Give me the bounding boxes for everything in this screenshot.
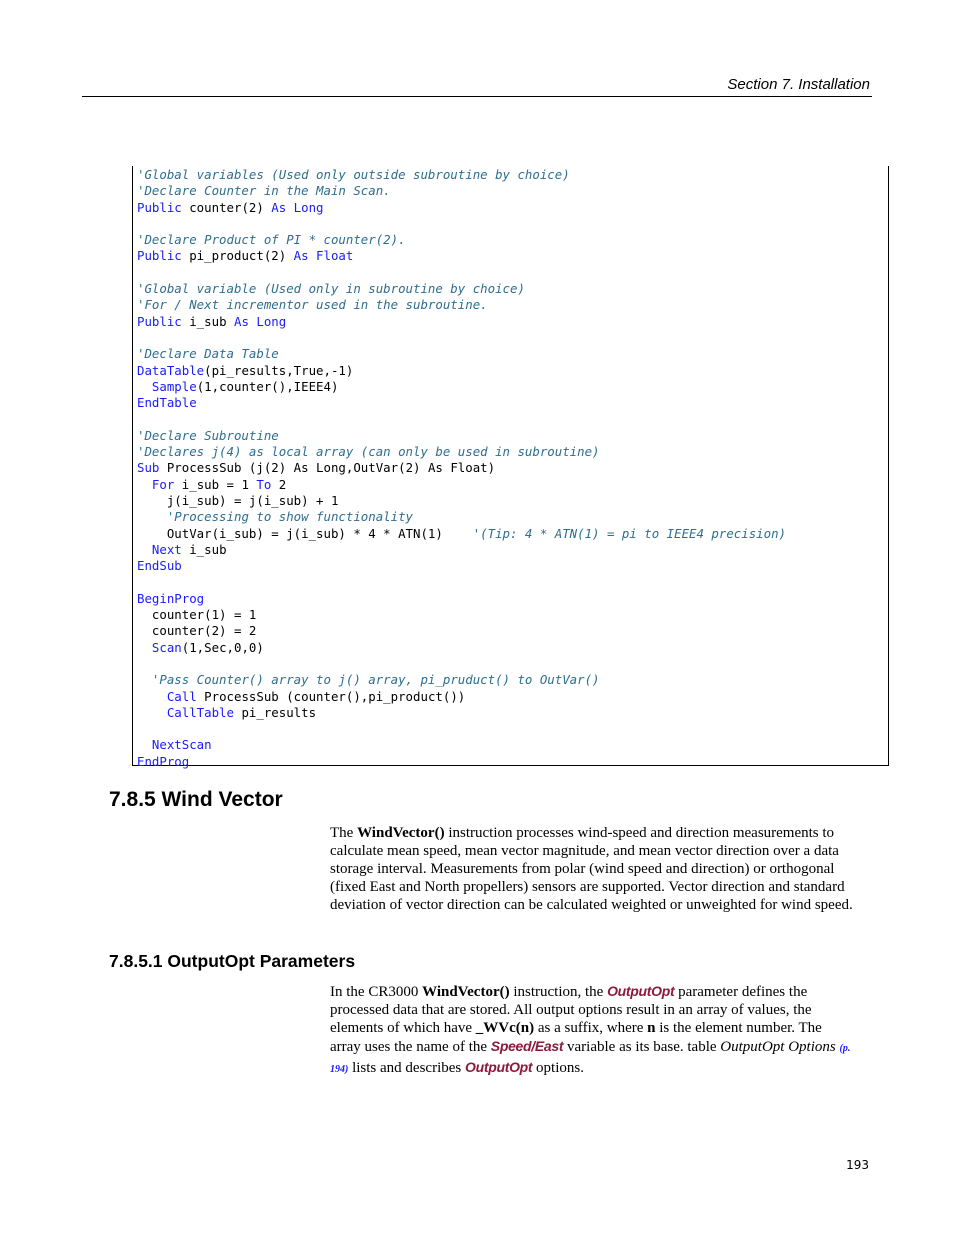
text: instruction processes wind-speed and direction measurements to calculate mean speed, mean vector magnitude, and mean vector direction over a data storage interval. Measurements from polar (wind speed and direction) or orthogonal (fixed East and North propellers) sensors are supported. Vector direction and standard deviation of vector direction can be calculated weighted or unweighted for wind speed. xyxy=(330,825,853,913)
subsection-heading: 7.8.5.1 OutputOpt Parameters xyxy=(109,951,356,971)
code-line xyxy=(137,493,786,509)
code-comment: 'Pass Counter() array to j() array, pi_pruduct() to OutVar() xyxy=(151,672,600,688)
code-line xyxy=(137,477,786,493)
code-text xyxy=(137,689,167,704)
text: instruction, the xyxy=(509,984,608,1000)
code-line xyxy=(137,379,786,395)
parameter-link-outputopt[interactable]: OutputOpt xyxy=(465,1059,533,1075)
parameter-link-speed-east[interactable]: Speed/East xyxy=(490,1038,564,1054)
element-n: n xyxy=(647,1020,656,1036)
code-comment: 'Declares j(4) as local array (can only be used in subroutine) xyxy=(137,444,600,460)
code-text: ProcessSub (counter(),pi_product()) xyxy=(196,688,466,704)
code-line xyxy=(137,591,786,607)
code-line xyxy=(137,363,786,379)
code-comment: 'Global variables (Used only outside subroutine by choice) xyxy=(137,167,570,182)
table-title: OutputOpt Options xyxy=(720,1039,836,1055)
code-keyword: NextScan xyxy=(151,737,212,753)
code-line xyxy=(137,167,786,183)
text: In the CR3000 xyxy=(330,984,423,1000)
code-line xyxy=(137,705,786,721)
running-header: Section 7. Installation xyxy=(727,76,870,93)
code-text: pi_product(2) xyxy=(181,248,294,264)
code-line xyxy=(137,444,786,460)
code-text: counter(2) xyxy=(181,199,272,215)
section-heading: 7.8.5 Wind Vector xyxy=(109,788,283,811)
text: variable as its base. table xyxy=(563,1039,721,1055)
code-text xyxy=(137,672,152,687)
code-text xyxy=(137,379,152,394)
code-text xyxy=(137,705,167,720)
code-line xyxy=(137,216,786,232)
code-text: OutVar(i_sub) = j(i_sub) * 4 * ATN(1) xyxy=(137,525,473,541)
text: parameter defines the processed data that are stored. All output options result in an array of values, the elements of which have xyxy=(330,984,812,1036)
code-comment: 'For / Next incrementor used in the subroutine. xyxy=(137,297,488,313)
code-text: i_sub = 1 xyxy=(174,476,257,492)
text: as a suffix, where xyxy=(534,1020,648,1036)
code-keyword: CallTable xyxy=(166,704,234,720)
code-comment: 'Declare Product of PI * counter(2). xyxy=(137,232,406,248)
code-keyword: Call xyxy=(166,688,197,704)
code-line xyxy=(137,314,786,330)
code-comment: 'Processing to show functionality xyxy=(166,509,414,525)
code-line xyxy=(137,640,786,656)
code-keyword: For xyxy=(151,476,175,492)
code-keyword: Public xyxy=(137,313,182,329)
code-keyword: EndSub xyxy=(137,558,182,574)
code-keyword: Public xyxy=(137,248,182,264)
code-keyword: BeginProg xyxy=(137,590,205,606)
code-line xyxy=(137,689,786,705)
code-text: counter(1) = 1 xyxy=(137,607,257,623)
code-text xyxy=(137,509,167,524)
parameter-link-outputopt[interactable]: OutputOpt xyxy=(607,983,675,999)
suffix-name: _WVc(n) xyxy=(475,1020,535,1036)
code-keyword: DataTable xyxy=(137,362,205,378)
code-keyword: Scan xyxy=(151,639,182,655)
page-number: 193 xyxy=(846,1158,869,1172)
code-line xyxy=(137,428,786,444)
code-line xyxy=(137,297,786,313)
code-line xyxy=(137,737,786,753)
code-text: i_sub xyxy=(181,313,234,329)
code-text: counter(2) = 2 xyxy=(137,623,257,639)
code-line xyxy=(137,183,786,199)
code-line xyxy=(137,200,786,216)
code-text xyxy=(137,542,152,557)
code-line xyxy=(137,265,786,281)
text: options. xyxy=(532,1060,584,1076)
code-comment: 'Global variable (Used only in subroutine by choice) xyxy=(137,281,525,297)
text: lists and describes xyxy=(348,1060,465,1076)
outputopt-paragraph xyxy=(330,982,855,1079)
code-line xyxy=(137,248,786,264)
code-line xyxy=(137,607,786,623)
code-line xyxy=(137,721,786,737)
code-text: (pi_results,True,-1) xyxy=(204,362,354,378)
code-line xyxy=(137,623,786,639)
code-keyword: As Long xyxy=(271,199,324,215)
code-comment: 'Declare Counter in the Main Scan. xyxy=(137,183,391,199)
code-comment: 'Declare Subroutine xyxy=(137,427,279,443)
code-text xyxy=(137,737,152,752)
header-rule xyxy=(82,96,872,97)
code-line xyxy=(137,509,786,525)
code-line xyxy=(137,346,786,362)
instruction-name: WindVector() xyxy=(422,984,510,1000)
code-line xyxy=(137,330,786,346)
code-text xyxy=(137,640,152,655)
code-keyword: Public xyxy=(137,199,182,215)
code-text: (1,Sec,0,0) xyxy=(181,639,264,655)
code-line xyxy=(137,460,786,476)
code-keyword: As Long xyxy=(233,313,287,329)
code-text: i_sub xyxy=(181,541,227,557)
code-keyword: To xyxy=(256,476,272,492)
code-line xyxy=(137,754,786,770)
text: is the element number. The array uses the name of the xyxy=(330,1020,822,1055)
code-text xyxy=(137,477,152,492)
code-keyword: EndTable xyxy=(137,395,197,411)
page-reference-link[interactable]: (p. 194) xyxy=(330,1043,851,1075)
code-line xyxy=(137,542,786,558)
code-listing xyxy=(137,167,786,770)
code-keyword: Next xyxy=(151,541,182,557)
code-line xyxy=(137,232,786,248)
code-keyword: Sample xyxy=(151,378,197,394)
code-text: j(i_sub) = j(i_sub) + 1 xyxy=(137,492,339,508)
code-line xyxy=(137,395,786,411)
code-line xyxy=(137,411,786,427)
code-text: pi_results xyxy=(233,704,317,720)
code-line xyxy=(137,672,786,688)
text: The xyxy=(330,825,358,841)
code-keyword: As Float xyxy=(293,248,354,264)
code-line xyxy=(137,574,786,590)
code-text: ProcessSub (j(2) As Long,OutVar(2) As Float) xyxy=(159,460,496,476)
code-text: 2 xyxy=(271,476,287,492)
wind-vector-paragraph xyxy=(330,824,855,914)
code-line xyxy=(137,558,786,574)
code-keyword: Sub xyxy=(137,460,160,476)
code-line xyxy=(137,526,786,542)
code-keyword: EndProg xyxy=(137,753,190,769)
code-comment: 'Declare Data Table xyxy=(137,346,279,362)
instruction-name: WindVector() xyxy=(357,825,445,841)
code-line xyxy=(137,656,786,672)
code-comment: '(Tip: 4 * ATN(1) = pi to IEEE4 precision) xyxy=(472,525,787,541)
code-line xyxy=(137,281,786,297)
code-text: (1,counter(),IEEE4) xyxy=(196,378,339,394)
